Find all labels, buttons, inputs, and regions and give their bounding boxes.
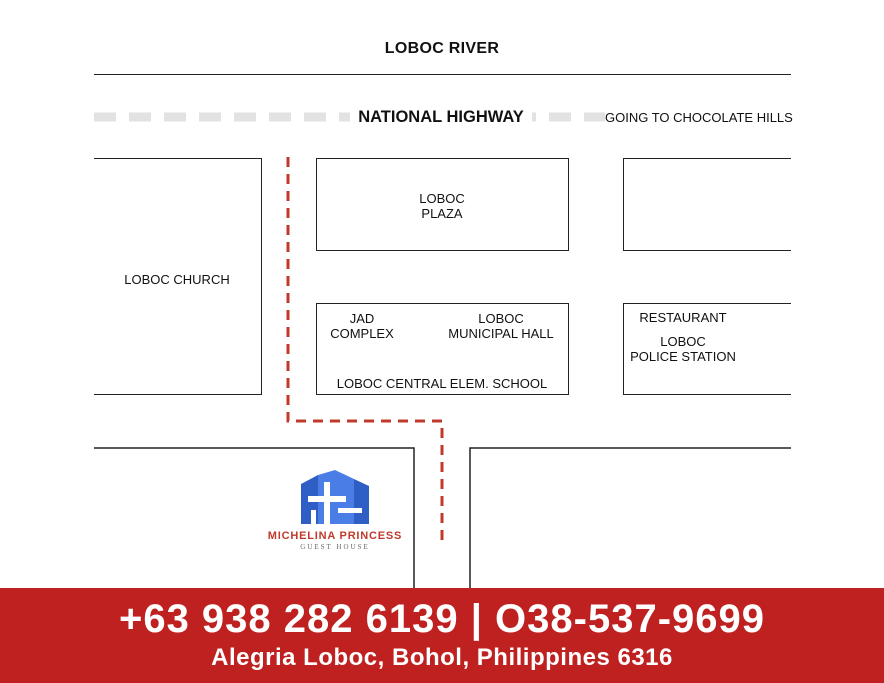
jad-label-line2: COMPLEX (330, 326, 394, 341)
municipal-hall-label-line1: LOBOC (478, 311, 524, 326)
municipal-hall-label-line2: MUNICIPAL HALL (448, 326, 554, 341)
plaza-label-line1: LOBOC (419, 191, 465, 206)
church-label: LOBOC CHURCH (124, 272, 230, 287)
river-label: LOBOC RIVER (384, 40, 500, 57)
school-label: LOBOC CENTRAL ELEM. SCHOOL (336, 376, 548, 391)
brand-tagline: GUEST HOUSE (300, 543, 370, 551)
address: Alegria Loboc, Bohol, Philippines 6316 (211, 644, 673, 671)
highway-direction-label: GOING TO CHOCOLATE HILLS (605, 110, 795, 125)
guest-house-logo-icon (298, 470, 372, 528)
restaurant-label: RESTAURANT (639, 310, 727, 325)
police-label-line2: POLICE STATION (630, 349, 736, 364)
plaza-label-line2: PLAZA (421, 206, 463, 221)
highway-label: NATIONAL HIGHWAY (350, 108, 532, 127)
jad-label-line1: JAD (349, 311, 375, 326)
police-label-line1: LOBOC (660, 334, 706, 349)
phone-numbers: +63 938 282 6139 | O38-537-9699 (118, 597, 766, 641)
brand-name: MICHELINA PRINCESS (267, 530, 403, 542)
